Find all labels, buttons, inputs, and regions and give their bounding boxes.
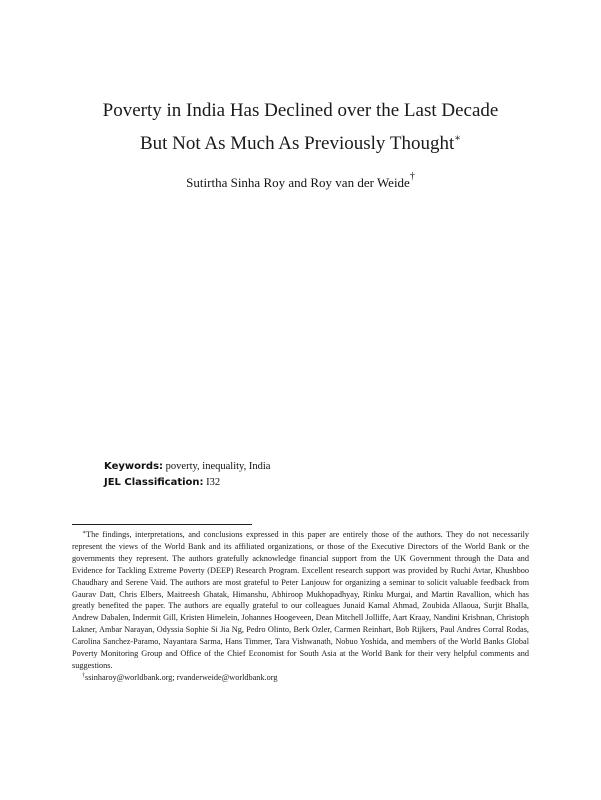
footnote-rule <box>72 524 252 525</box>
authors-footnote-mark: † <box>409 171 415 182</box>
keywords-value: poverty, inequality, India <box>165 461 271 472</box>
title-line-2-text: But Not As Much As Previously Thought <box>139 133 455 154</box>
authors-text: Sutirtha Sinha Roy and Roy van der Weide <box>186 175 410 190</box>
jel-value: I32 <box>206 476 221 488</box>
footnote-2-mark: † <box>82 672 85 679</box>
keywords-label: Keywords: <box>104 461 164 472</box>
title-footnote-mark: ∗ <box>454 133 462 144</box>
keywords-block <box>104 459 270 490</box>
title-line-2 <box>40 127 561 160</box>
footnotes <box>72 529 529 684</box>
jel-label: JEL Classification: <box>104 476 204 488</box>
keywords-line <box>104 459 270 475</box>
footnote-acknowledgements <box>72 529 529 672</box>
jel-line <box>104 475 270 491</box>
paper-title <box>40 94 561 160</box>
title-line-1: Poverty in India Has Declined over the Last Decade <box>102 100 499 121</box>
paper-authors <box>40 171 561 192</box>
footnote-emails <box>72 672 529 684</box>
footnote-2-text: ssinharoy@worldbank.org; rvanderweide@worldbank.org <box>85 672 278 682</box>
footnote-1-text: The findings, interpretations, and conclusions expressed in this paper are entirely those of the authors. They do not necessarily represent the views of the World Bank and its affiliated organizations, or those of the Executive Directors of the World Bank or the governments they represent. The authors gratefully acknowledge financial support from the UK Government through the Data and Evidence for Tackling Extreme Poverty (DEEP) Research Program. Excellent research support was provided by Ruchi Avtar, Khushboo Chaudhary and Serene Vaid. The authors are most grateful to Peter Lanjouw for organizing a seminar to solicit valuable feedback from Gaurav Datt, Chris Elbers, Maitreesh Ghatak, Himanshu, Abhiroop Mukhopadhyay, Rinku Murgai, and Martin Ravallion, which has greatly benefited the paper. The authors are equally grateful to our colleagues Junaid Kamal Ahmad, Zoubida Allaoua, Surjit Bhalla, Andrew Dabalen, Indermit Gill, Kristen Himelein, Johannes Hoogeveen, Dean Mitchell Jolliffe, Aart Kraay, Nandini Krishnan, Christoph Lakner, Ambar Narayan, Odyssia Sophie Si Jia Ng, Pedro Olinto, Berk Ozler, Carmen Reinhart, Bob Rijkers, Paul Andres Corral Rodas, Carolina Sanchez-Paramo, Nayantara Sarma, Hans Timmer, Tara Vishwanath, Nobuo Yoshida, and members of the World Banks Global Poverty Monitoring Group and Office of the Chief Economist for South Asia at the World Bank for their very helpful comments and suggestions. <box>72 530 529 670</box>
footnote-1-mark: ∗ <box>82 530 87 536</box>
